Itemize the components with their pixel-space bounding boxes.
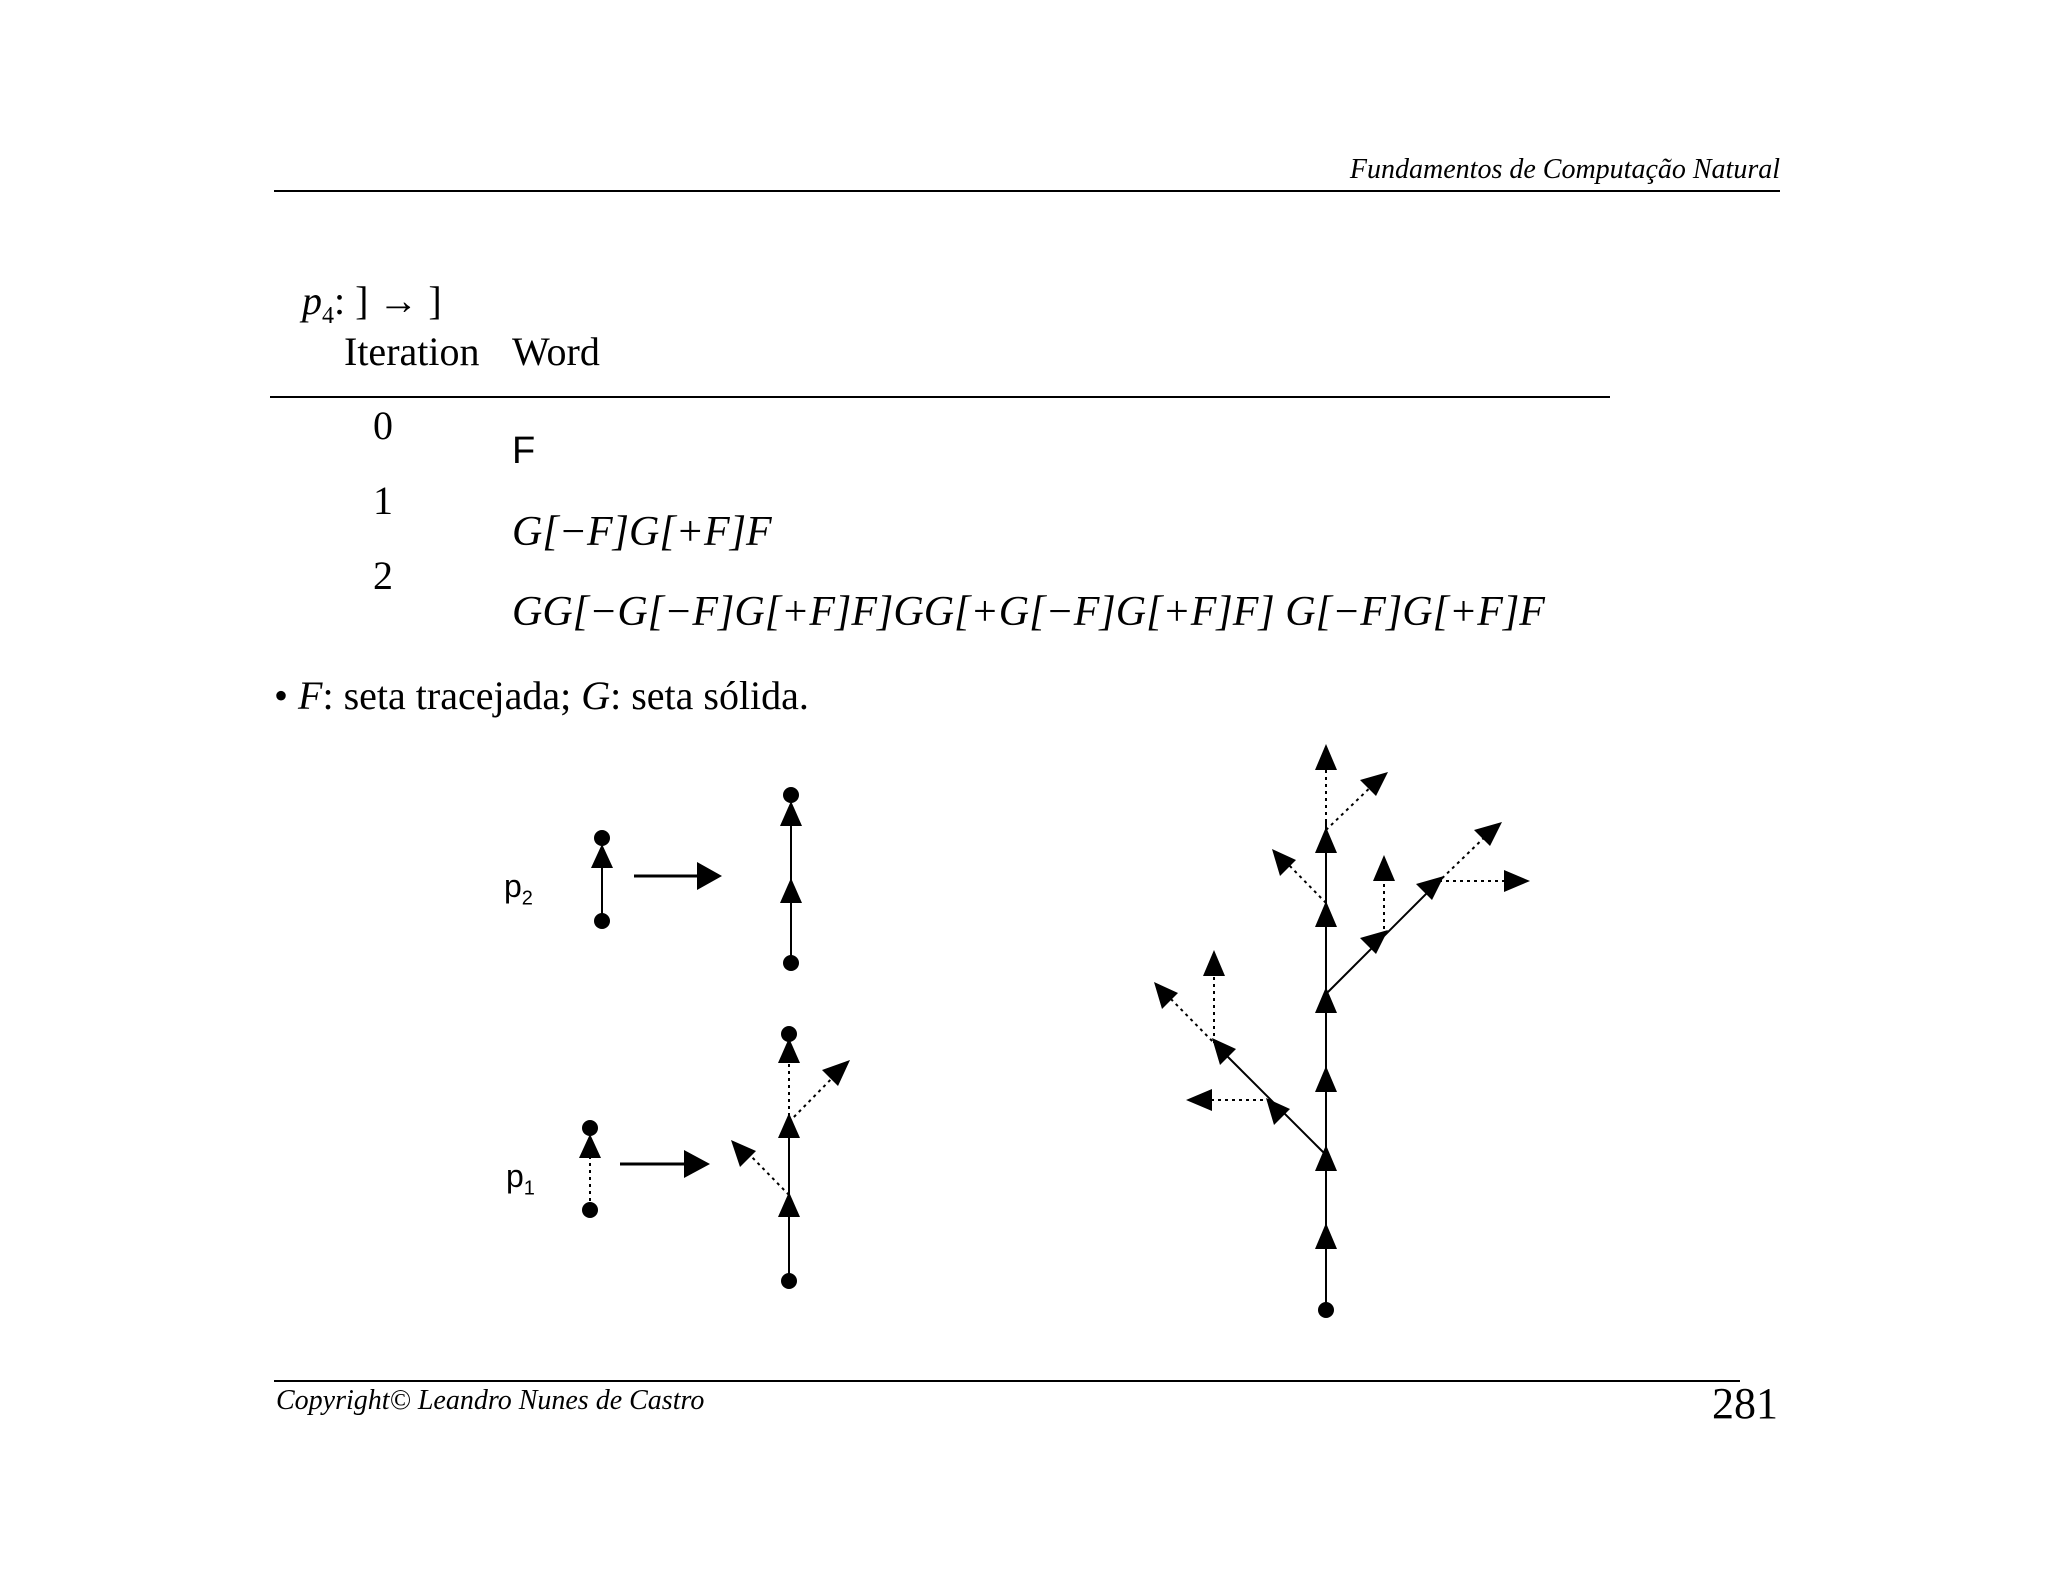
arrowhead xyxy=(1266,1098,1290,1125)
arrowhead xyxy=(778,1113,800,1138)
table-row-iteration: 0 xyxy=(373,403,393,448)
arrowhead xyxy=(1504,870,1530,892)
arrowhead xyxy=(1315,1145,1337,1171)
bullet-symbol: • xyxy=(274,673,289,718)
page-number: 281 xyxy=(1712,1379,1778,1428)
node-dot xyxy=(783,787,799,803)
arrowhead xyxy=(1186,1089,1212,1111)
arrowhead xyxy=(1203,950,1225,976)
table-row-word: F xyxy=(512,430,536,472)
node-dot xyxy=(783,955,799,971)
arrowhead xyxy=(579,1134,601,1158)
arrowhead xyxy=(780,878,802,903)
arrowhead xyxy=(778,1038,800,1063)
p1-label-base: p xyxy=(506,1158,524,1194)
bullet-f-text: : seta tracejada; xyxy=(322,673,582,718)
node-dot xyxy=(582,1120,598,1136)
bullet-g-symbol: G xyxy=(581,673,611,718)
dotted-segment xyxy=(1284,860,1326,903)
rule-label: p xyxy=(302,278,322,323)
p1-label-sub: 1 xyxy=(523,1177,535,1200)
arrowhead xyxy=(1360,930,1388,954)
node-dot xyxy=(594,913,610,929)
arrowhead xyxy=(1315,1066,1337,1092)
arrowhead xyxy=(1315,1223,1337,1249)
table-row-iteration: 2 xyxy=(373,553,393,598)
arrowhead xyxy=(684,1150,710,1178)
bullet-g-text: : seta sólida. xyxy=(610,673,809,718)
arrowhead xyxy=(591,844,613,868)
table-row-iteration: 1 xyxy=(373,478,393,523)
arrowhead xyxy=(1373,855,1395,881)
node-dot xyxy=(594,830,610,846)
node-dot xyxy=(781,1273,797,1289)
p2-label-base: p xyxy=(504,868,522,904)
p2-label-sub: 2 xyxy=(521,887,533,910)
arrowhead xyxy=(697,862,722,890)
column-header-iteration: Iteration xyxy=(344,329,480,374)
bullet-f-symbol: F xyxy=(298,673,323,718)
arrowhead xyxy=(780,801,802,826)
arrowhead xyxy=(731,1140,756,1167)
arrowhead xyxy=(1154,982,1178,1009)
arrowhead xyxy=(1315,901,1337,927)
node-dot xyxy=(582,1202,598,1218)
table-row-word: GG[−G[−F]G[+F]F]GG[+G[−F]G[+F]F] G[−F]G[+F]F xyxy=(512,589,1545,635)
footer-rule xyxy=(274,1380,1740,1382)
arrowhead xyxy=(1272,849,1296,876)
arrowhead xyxy=(1416,876,1444,900)
column-header-word: Word xyxy=(512,329,600,374)
arrowhead xyxy=(1315,744,1337,770)
node-dot xyxy=(1318,1302,1334,1318)
rule-subscript: 4 xyxy=(322,303,334,329)
arrowhead xyxy=(822,1060,850,1086)
arrowhead xyxy=(1315,827,1337,853)
dotted-segment xyxy=(745,1150,789,1195)
arrowhead xyxy=(1360,772,1388,796)
copyright: Copyright© Leandro Nunes de Castro xyxy=(276,1385,705,1416)
table-row-word: G[−F]G[+F]F xyxy=(512,509,772,555)
arrowhead xyxy=(778,1192,800,1217)
arrowhead xyxy=(1315,987,1337,1013)
rule-body: : ] → ] xyxy=(334,278,442,323)
running-header: Fundamentos de Computação Natural xyxy=(1349,154,1780,185)
